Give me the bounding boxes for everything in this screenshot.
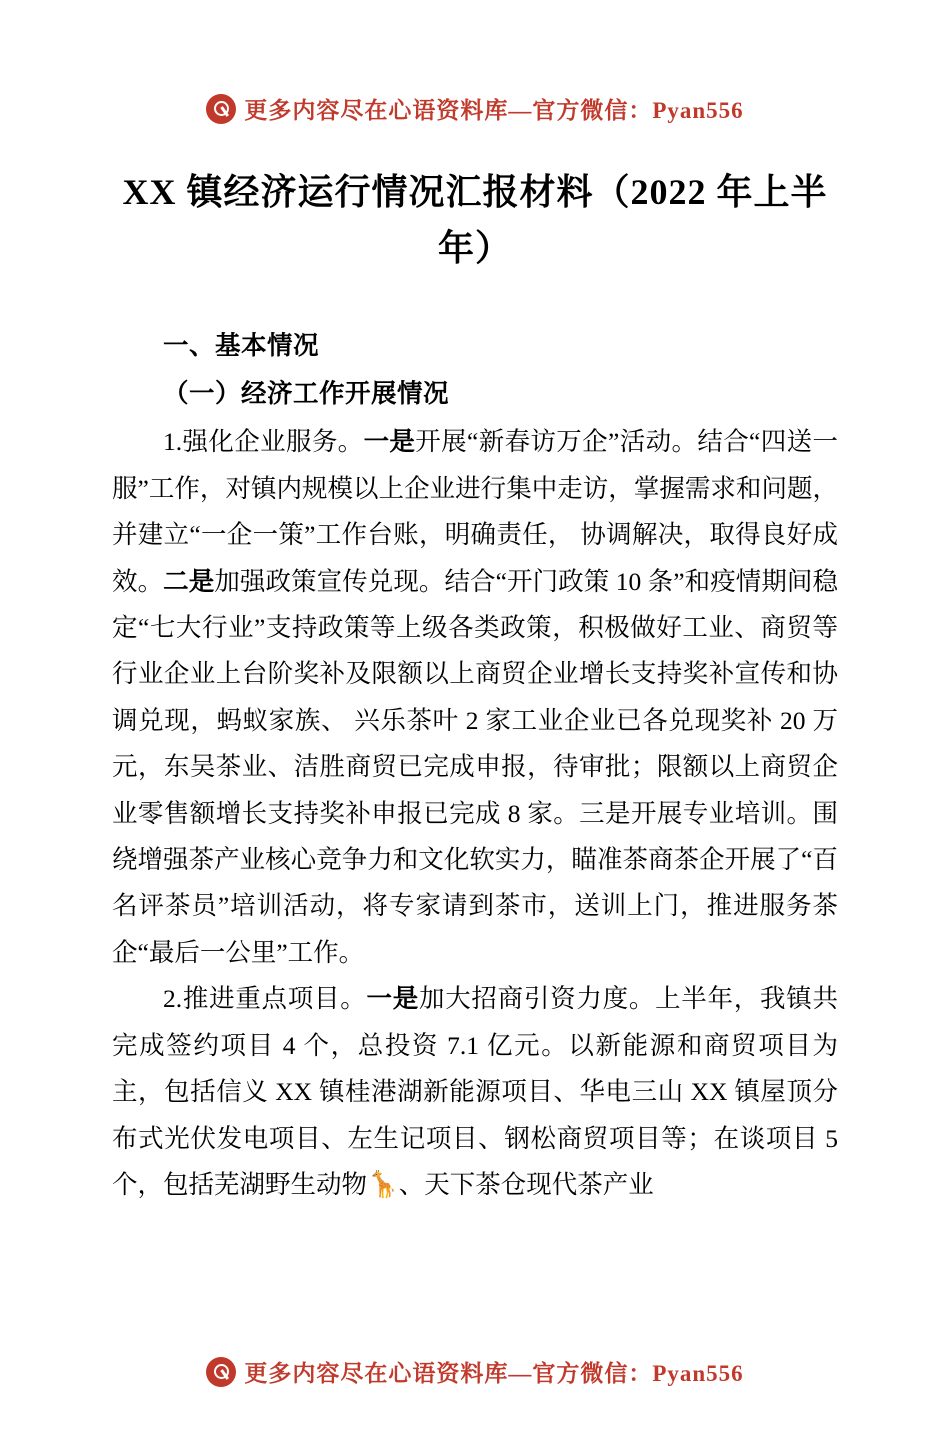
document-page	[0, 92, 950, 1436]
paragraph-2-bold-1: 一是	[366, 984, 419, 1014]
paragraph-2-text-1: 加大招商引资力度。上半年，我镇共完成签约项目 4 个，总投资 7.1 亿元。以新能源和商贸项目为主，包括信义 XX 镇桂港湖新能源项目、华电三山 XX 镇屋顶分布式光伏发电项目、左生记项目、钢松商贸项目等；在谈项目 5 个，包括芜湖野生动物🦒、天下茶仓现代茶产业	[112, 984, 838, 1199]
paragraph-1-bold-1: 一是	[363, 427, 416, 457]
seal-icon	[206, 1357, 236, 1387]
watermark-text: 更多内容尽在心语资料库—官方微信：Pyan556	[244, 1361, 744, 1386]
page-title: XX 镇经济运行情况汇报材料（2022 年上半年）	[122, 172, 828, 268]
seal-icon	[206, 94, 236, 124]
paragraph-1-lead: 1.强化企业服务。	[163, 427, 364, 457]
watermark-top	[112, 92, 838, 125]
watermark-text: 更多内容尽在心语资料库—官方微信：Pyan556	[244, 98, 744, 123]
paragraph-1-text-2: 加强政策宣传兑现。结合“开门政策 10 条”和疫情期间稳定“七大行业”支持政策等上级各类政策，积极做好工业、商贸等行业企业上台阶奖补及限额以上商贸企业增长支持奖补宣传和协调兑现，蚂蚁家族、 兴乐茶叶 2 家工业企业已各兑现奖补 20 万元，东吴茶业、洁胜商贸已完成申报，待审批；限额以上商贸企业零售额增长支持奖补申报已完成 8 家。三是开展专业培训。围绕增强茶产业核心竞争力和文化软实力，瞄准茶商茶企开展了“百名评茶员”培训活动，将专家请到茶市，送训上门，推进服务茶企“最后一公里”工作。	[112, 566, 838, 967]
subsection-heading-1: （一）经济工作开展情况	[163, 379, 450, 408]
watermark-bottom	[0, 1355, 950, 1388]
paragraph-1-text-1: 开展“新春访万企”活动。结合“四送一服”工作，对镇内规模以上企业进行集中走访，掌握需求和问题，并建立“一企一策”工作台账，明确责任， 协调解决，取得良好成效。	[112, 427, 838, 596]
section-heading-1: 一、基本情况	[163, 330, 320, 360]
paragraph-2	[112, 976, 838, 1208]
paragraph-1-bold-2: 二是	[163, 566, 215, 596]
paragraph-2-lead: 2.推进重点项目。	[163, 984, 367, 1014]
document-body	[112, 323, 838, 1209]
paragraph-1	[112, 419, 838, 976]
